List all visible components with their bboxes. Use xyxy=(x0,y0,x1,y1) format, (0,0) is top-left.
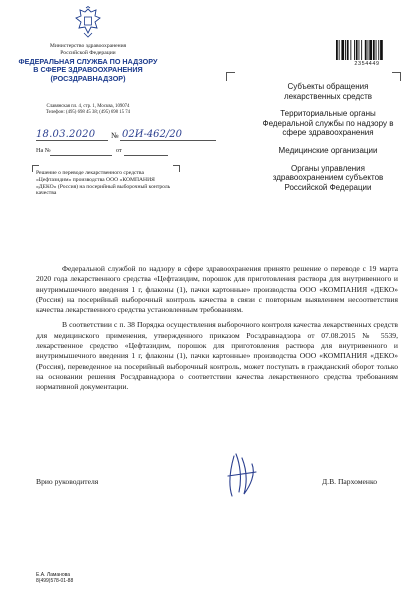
barcode-number: 2354449 xyxy=(354,61,380,67)
registration-number: 02И-462/20 xyxy=(122,129,183,140)
recipient-group: Органы управления здравоохранением субъектов Российской Федерации xyxy=(272,163,384,192)
signatory-name: Д.В. Пархоменко xyxy=(322,477,378,486)
coat-of-arms-icon xyxy=(74,6,102,38)
recipient-corner-mark xyxy=(226,72,235,81)
ministry-name: Министерство здравоохранения Российской Федерации xyxy=(49,43,127,56)
reference-from: от xyxy=(116,147,122,154)
body-paragraph: Федеральной службой по надзору в сфере здравоохранения принято решение о переводе с 19 марта 2020 года лекарственного средства «Цефтазидим, порошок для приготовления раствора для внутривенного и внутримышечного введения 1 г, флаконы (1), пачки картонные» производства ООО «КОМПАНИЯ «ДЕКО» (Россия) на посерийный выборочный контроль качества в связи с повторным выявлением несоответствия качества лекарственного средства установленным требованиям. xyxy=(36,264,398,315)
recipient-group: Субъекты обращения лекарственных средств xyxy=(283,82,373,101)
signatory-title: Врио руководителя xyxy=(36,477,99,486)
registration-number-sign: № xyxy=(111,131,119,140)
registration-date: 18.03.2020 xyxy=(36,129,96,140)
recipient-group: Территориальные органы Федеральной службы по надзору в сфере здравоохранения xyxy=(262,109,394,138)
handwritten-signature xyxy=(222,450,262,500)
reference-prefix: На № xyxy=(36,147,51,154)
reference-line xyxy=(36,147,216,157)
recipients-block xyxy=(258,82,398,200)
executor-contact: Е.А. Ламанова 8(499)578-01-88 xyxy=(36,572,74,585)
agency-address: Славянская пл. 4, стр. 1, Москва, 109074 Телефон: (495) 698 45 38; (495) 698 15 74 xyxy=(45,104,131,116)
body-paragraph: В соответствии с п. 38 Порядка осуществления выборочного контроля качества лекарственных средств для медицинского применения, утвержденного приказом Росздравнадзора от 07.08.2015 № 5539, лекарственное средство «Цефтазидим, порошок для приготовления раствора для внутривенного и внутримышечного введения 1 г, флаконы (1), пачки картонные» производства ООО «КОМПАНИЯ «ДЕКО» (Россия), переведенное на посерийный выборочный контроль, может поступать в гражданский оборот только на основании решения Росздравнадзора о соответствии качества лекарственного средства требованиям нормативной документации. xyxy=(36,320,398,392)
letter-subject: Решение о переводе лекарственного средства «Цефтазидим» производства ООО «КОМПАНИЯ «ДЕКО» (Россия) на посерийный выборочный контроль качества xyxy=(36,170,176,197)
registration-line xyxy=(36,130,216,142)
recipient-corner-mark xyxy=(392,72,401,81)
barcode xyxy=(336,40,398,60)
letter-body xyxy=(36,264,398,398)
recipient-group: Медицинские организации xyxy=(278,145,378,155)
agency-name: ФЕДЕРАЛЬНАЯ СЛУЖБА ПО НАДЗОРУ В СФЕРЕ ЗДРАВООХРАНЕНИЯ (РОСЗДРАВНАДЗОР) xyxy=(18,57,158,83)
